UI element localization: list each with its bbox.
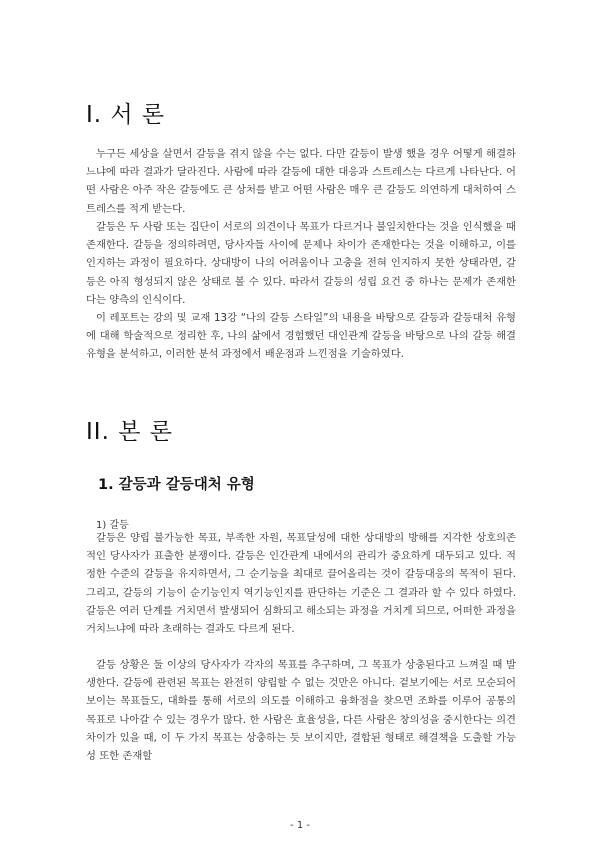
body-paragraph-2: 갈등 상황은 둘 이상의 당사자가 각자의 목표를 추구하며, 그 목표가 상충된다고 느껴질 때 발생한다. 갈등에 관련된 목표는 완전히 양립할 수 없는 것만은 아니다. 겉보기에는 서로 모순되어 보이는 목표들도, 대화를 통해 서로의 의도를 이해하고 융화점을 찾으면 조화를 이루어 공통의 목표로 나아갈 수 있는 경우가 많다. 한 사람은 효율성을, 다른 사람은 창의성을 중시한다는 의견 차이가 있을 때, 이 두 가지 목표는 상충하는 듯 보이지만, 결합된 형태로 해결책을 도출할 가능성 또한 존재할 xyxy=(86,659,516,763)
section-heading-introduction: I. 서 론 xyxy=(86,102,166,128)
intro-paragraph-3: 이 레포트는 강의 및 교재 13강 “나의 갈등 스타일”의 내용을 바탕으로 갈등과 갈등대처 유형에 대해 학술적으로 정리한 후, 나의 삶에서 경험했던 대인관계 갈등을 바탕으로 나의 갈등 해결 유형을 분석하고, 이러한 분석 과정에서 배운점과 느낀점을 기술하였다. xyxy=(86,312,516,361)
subsection-heading: 1. 갈등과 갈등대처 유형 xyxy=(98,477,255,493)
page-number: - 1 - xyxy=(290,820,310,831)
intro-paragraph-1: 누구든 세상을 살면서 갈등을 겪지 않을 수는 없다. 다만 갈등이 발생 했을 경우 어떻게 해결하느냐에 따라 결과가 달라진다. 사람에 따라 갈등에 대한 대응과 스트레스는 다르게 나타난다. 어떤 사람은 아주 작은 갈등에도 큰 상처를 받고 어떤 사람은 매우 큰 갈등도 의연하게 대처하여 스트레스를 적게 받는다. xyxy=(86,148,516,215)
body-paragraph-1: 갈등은 양립 불가능한 목표, 부족한 자원, 목표달성에 대한 상대방의 방해를 지각한 상호의존적인 당사자가 표출한 분쟁이다. 갈등은 인간관계 내에서의 관리가 중요하게 대두되고 있다. 적정한 수준의 갈등을 유지하면서, 그 순기능을 최대로 끌어올리는 것이 갈등대응의 목적이 된다. 그리고, 갈등의 기능이 순기능인지 역기능인지를 판단하는 기준은 그 결과라 할 수 있다 하였다. 갈등은 여러 단계를 거치면서 발생되어 심화되고 해소되는 과정을 거치게 되므로, 어떠한 과정을 거치느냐에 따라 초래하는 결과도 다르게 된다. xyxy=(86,532,516,636)
intro-paragraph-2: 갈등은 두 사람 또는 집단이 서로의 의견이나 목표가 다르거나 불일치한다는 것을 인식했을 때 존재한다. 갈등을 정의하려면, 당사자들 사이에 문제나 차이가 존재한다는 것을 이해하고, 이를 인지하는 과정이 필요하다. 상대방이 나의 어려움이나 고충을 전혀 인지하지 못한 상태라면, 갈등은 아직 형성되지 않은 상태로 볼 수 있다. 따라서 갈등의 성립 요건 중 하나는 문제가 존재한다는 양측의 인식이다. xyxy=(86,221,516,306)
item-label: 1) 갈등 xyxy=(96,520,129,531)
section-heading-body: II. 본 론 xyxy=(86,419,173,445)
